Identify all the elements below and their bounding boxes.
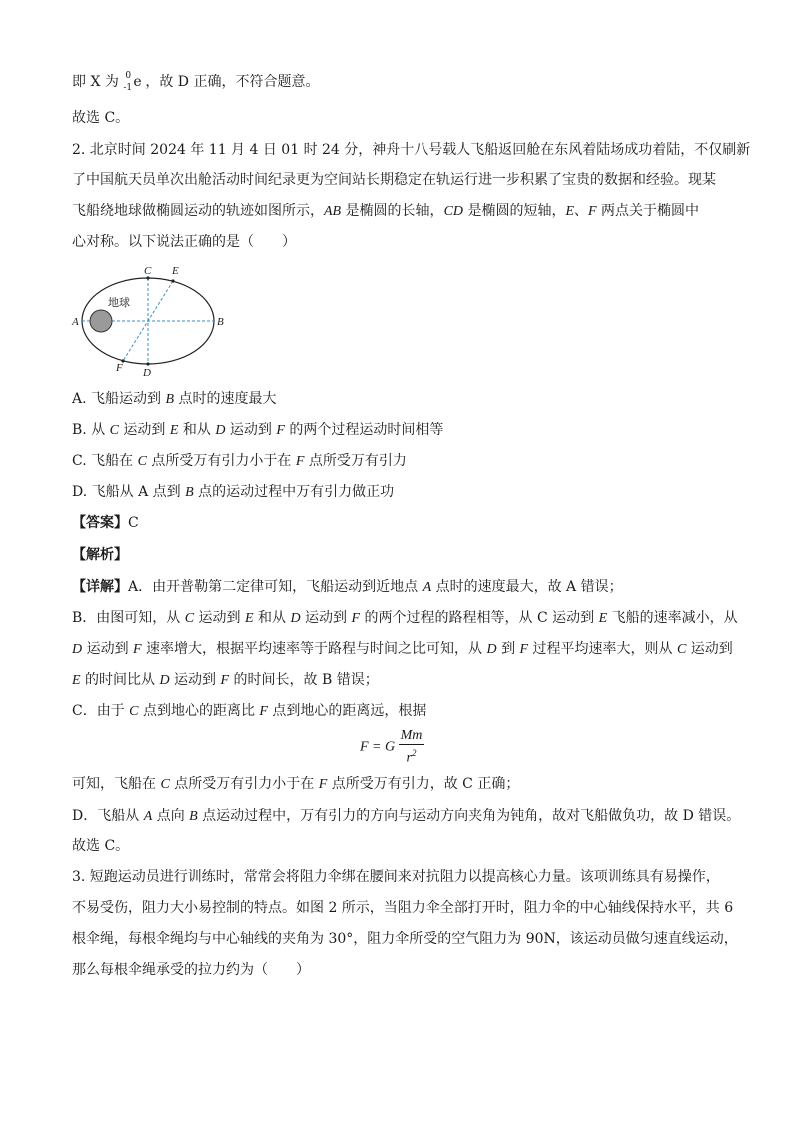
var-d: D (290, 611, 301, 626)
text-segment: 和从 (178, 422, 216, 438)
text-segment: A. 飞船运动到 (72, 391, 166, 407)
answer-label: 【答案】 (72, 515, 128, 531)
text-segment: 飞船的速率减小，从 (607, 610, 738, 626)
var-a: A (422, 580, 432, 595)
label-e: E (172, 265, 179, 277)
var-a: A (143, 809, 153, 824)
var-f: F (318, 777, 328, 792)
sci-charge-number: -1 (123, 83, 133, 93)
text-segment: D. 飞船从 A 点到 (72, 484, 186, 500)
formula-exponent: 2 (411, 748, 417, 758)
option-d (72, 482, 394, 503)
text-segment: A．由开普勒第二定律可知，飞船运动到近地点 (128, 579, 423, 595)
text-segment: 运动到 (169, 672, 221, 688)
var-d: D (159, 673, 170, 688)
var-c: C (109, 423, 119, 438)
text-line-x-is-electron (72, 72, 319, 92)
text-segment: 和从 (253, 610, 291, 626)
electron-symbol (123, 72, 145, 92)
text-segment: 的时间比从 (80, 672, 160, 688)
text-segment: 的时间长，故 B 错误； (229, 672, 379, 688)
explain-line-6 (72, 774, 519, 795)
var-c: C (677, 642, 687, 657)
text-segment: ，故 D 正确，不符合题意。 (145, 74, 320, 90)
var-e: E (245, 611, 254, 626)
var-f: F (351, 611, 361, 626)
text-segment: 、 (574, 203, 589, 219)
gravitation-formula (360, 728, 424, 767)
explain-line-7 (72, 806, 740, 827)
text-segment: 点所受万有引力 (304, 453, 407, 469)
label-c: C (144, 265, 152, 277)
explain-line-4 (72, 670, 379, 691)
text-segment: C．由于 (72, 703, 130, 719)
earth-label: 地球 (108, 297, 130, 309)
sci-mass-number: 0 (125, 71, 132, 81)
text-segment: B. 从 (72, 422, 110, 438)
text-segment: 点所受万有引力，故 C 正确； (327, 776, 520, 792)
question-3-line-4: 那么每根伞绳承受的拉力约为（ ） (72, 962, 310, 978)
text-segment: 点向 (152, 808, 190, 824)
text-segment: 两点关于椭圆中 (596, 203, 700, 219)
var-f: F (259, 704, 268, 719)
text-segment: 可知，飞船在 (72, 776, 161, 792)
text-segment: 到 (496, 641, 520, 657)
var-f: F (519, 642, 529, 657)
text-segment: 运动到 (194, 610, 245, 626)
var-c: C (160, 777, 170, 792)
point-d-dot (146, 362, 149, 365)
var-d: D (215, 423, 226, 438)
var-b: B (189, 809, 198, 824)
question-3-line-1: 3. 短跑运动员进行训练时，常常会将阻力伞绑在腰间来对抗阻力以提高核心力量。该项训练具有易操作， (72, 869, 720, 885)
text-segment: 点时的速度最大 (174, 391, 277, 407)
answer-value: C (128, 515, 139, 531)
var-d: D (72, 642, 83, 657)
earth-circle (90, 310, 112, 332)
text-segment: 点到地心的距离比 (138, 703, 260, 719)
var-e: E (565, 204, 575, 219)
text-segment: 运动到 (118, 422, 170, 438)
var-cd: CD (443, 204, 464, 219)
sci-symbol: e (133, 74, 142, 90)
question-2-line-3 (72, 201, 699, 222)
var-d: D (486, 642, 497, 657)
formula-fraction (399, 728, 425, 767)
text-segment: 点所受万有引力小于在 (169, 776, 319, 792)
text-segment: 运动到 (300, 610, 352, 626)
question-2-line-1: 2. 北京时间 2024 年 11 月 4 日 01 时 24 分，神舟十八号载人飞船返回舱在东风着陆场成功着陆，不仅刷新 (72, 142, 751, 158)
text-segment: 速率增大，根据平均速率等于路程与时间之比可知，从 (141, 641, 487, 657)
text-segment: 点时的速度最大，故 A 错误； (431, 579, 623, 595)
text-segment: 是椭圆的短轴， (463, 203, 566, 219)
text-segment: 运动到 (225, 422, 277, 438)
option-a (72, 389, 276, 410)
analysis-heading (72, 545, 128, 565)
text-segment: 点的运动过程中万有引力做正功 (193, 484, 395, 500)
text-segment: 过程平均速率大，则从 (528, 641, 677, 657)
formula-r: r (406, 750, 412, 766)
text-segment: 飞船绕地球做椭圆运动的轨迹如图所示， (72, 203, 324, 219)
detail-label: 【详解】 (72, 579, 128, 595)
text-segment: C. 飞船在 (72, 453, 138, 469)
var-e: E (169, 423, 179, 438)
question-2-line-4: 心对称。以下说法正确的是（ ） (72, 234, 296, 250)
explain-line-1 (72, 577, 623, 598)
analysis-label: 【解析】 (72, 547, 128, 563)
text-segment: 是椭圆的长轴， (341, 203, 444, 219)
option-b (72, 420, 443, 441)
var-f: F (588, 204, 597, 219)
var-c: C (129, 704, 139, 719)
formula-numerator: Mm (400, 728, 423, 743)
label-d: D (143, 367, 151, 378)
var-e: E (598, 611, 608, 626)
text-segment: 运动到 (686, 641, 733, 657)
var-c: C (184, 611, 195, 626)
var-c: C (137, 454, 147, 469)
question-2-line-2: 了中国航天员单次出舱活动时间纪录更为空间站长期稳定在轨运行进一步积累了宝贵的数据和经验。现某 (72, 172, 716, 188)
text-segment: 的两个过程的路程相等，从 C 运动到 (360, 610, 599, 626)
text-segment: D．飞船从 (72, 808, 144, 824)
explain-line-2 (72, 608, 738, 629)
explain-line-8: 故选 C。 (72, 838, 130, 854)
question-3-line-2: 不易受伤，阻力大小易控制的特点。如图 2 所示，当阻力伞全部打开时，阻力伞的中心轴线保持水平，共 6 (72, 900, 734, 916)
label-b: B (217, 316, 224, 328)
var-e: E (72, 673, 81, 688)
label-f: F (116, 362, 123, 374)
var-f: F (295, 454, 305, 469)
var-b: B (165, 392, 175, 407)
explain-line-3 (72, 639, 733, 660)
orbit-diagram (68, 262, 238, 378)
text-segment: 的两个过程运动时间相等 (284, 422, 444, 438)
option-c (72, 451, 407, 472)
point-e-dot (171, 279, 174, 282)
text-segment: 即 X 为 (72, 74, 124, 90)
var-f: F (276, 423, 285, 438)
explain-line-5 (72, 701, 426, 722)
var-f: F (220, 673, 230, 688)
text-segment: 点运动过程中，万有引力的方向与运动方向夹角为钝角，故对飞船做负功，故 D 错误。 (197, 808, 741, 824)
var-b: B (185, 485, 194, 500)
var-ab: AB (324, 204, 342, 219)
label-a: A (72, 316, 79, 328)
answer-line (72, 513, 139, 533)
text-segment: 点所受万有引力小于在 (146, 453, 296, 469)
formula-denominator (399, 745, 425, 767)
text-segment: 点到地心的距离远，根据 (267, 703, 427, 719)
var-f: F (133, 642, 142, 657)
text-segment: B．由图可知，从 (72, 610, 185, 626)
text-segment: 运动到 (82, 641, 134, 657)
formula-lhs: F = G (360, 739, 396, 755)
question-3-line-3: 根伞绳，每根伞绳均与中心轴线的夹角为 30°，阻力伞所受的空气阻力为 90N，该运动员做匀速直线运动， (72, 931, 738, 947)
text-line-choose-c: 故选 C。 (72, 110, 130, 126)
